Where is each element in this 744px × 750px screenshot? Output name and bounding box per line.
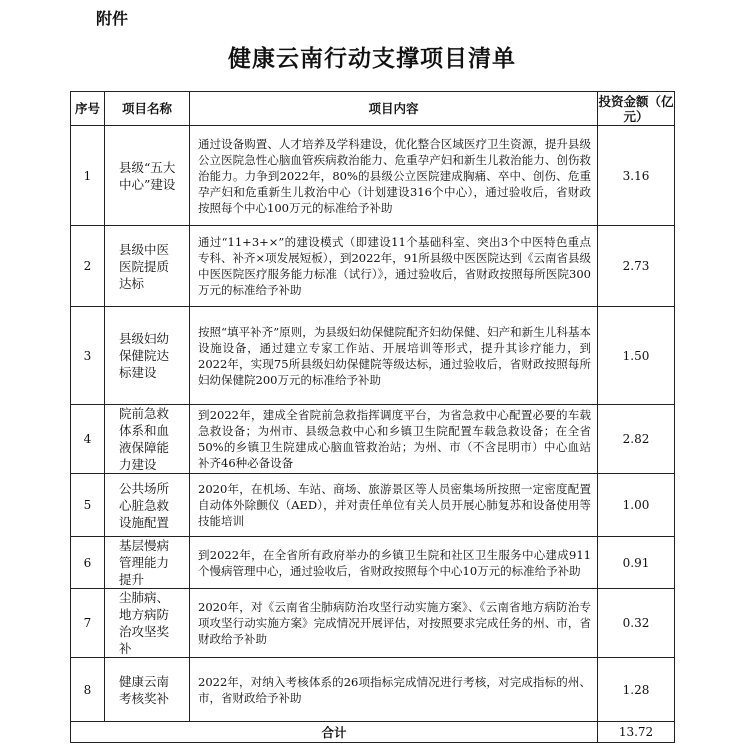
row-name: 基层慢病管理能力提升	[105, 537, 190, 589]
row-content: 2022年，对纳入考核体系的26项指标完成情况进行考核，对完成指标的州、市，省财政给予补助	[190, 658, 598, 722]
row-name: 公共场所心脏急救设施配置	[105, 474, 190, 537]
total-label: 合计	[71, 722, 598, 743]
document-title: 健康云南行动支撑项目清单	[228, 46, 516, 72]
table-row	[71, 226, 675, 307]
row-name: 健康云南考核奖补	[105, 658, 190, 722]
row-amount: 1.00	[598, 474, 675, 537]
row-name: 县级中医医院提质达标	[105, 226, 190, 307]
row-amount: 2.73	[598, 226, 675, 307]
row-amount: 1.28	[598, 658, 675, 722]
row-content: 通过“11+3+×”的建设模式（即建设11个基础科室、突出3个中医特色重点专科、补齐×项发展短板），到2022年，91所县级中医医院达到《云南省县级中医医院医疗服务能力标准（试行）》，通过验收后，省财政按照每所医院300万元的标准给予补助	[190, 226, 598, 307]
row-amount: 0.32	[598, 589, 675, 658]
table-row	[71, 405, 675, 474]
row-content: 到2022年，在全省所有政府举办的乡镇卫生院和社区卫生服务中心建成911个慢病管理中心，通过验收后，省财政按照每个中心10万元的标准给予补助	[190, 537, 598, 589]
header-amount: 投资金额（亿元）	[598, 93, 674, 124]
header-content: 项目内容	[190, 92, 598, 126]
row-content: 按照“填平补齐”原则，为县级妇幼保健院配齐妇幼保健、妇产和新生儿科基本设施设备，通过建立专家工作站、开展培训等形式，提升其诊疗能力，到2022年，实现75所县级妇幼保健院等级达标，通过验收后，省财政按照每所妇幼保健院200万元的标准给予补助	[190, 307, 598, 405]
row-no: 2	[71, 226, 105, 307]
table-row	[71, 658, 675, 722]
table-row	[71, 126, 675, 226]
row-content: 2020年，在机场、车站、商场、旅游景区等人员密集场所按照一定密度配置自动体外除颤仪（AED），并对责任单位有关人员开展心肺复苏和设备使用等技能培训	[190, 474, 598, 537]
row-no: 5	[71, 474, 105, 537]
header-name: 项目名称	[105, 92, 190, 126]
row-no: 1	[71, 126, 105, 226]
row-no: 4	[71, 405, 105, 474]
attachment-label: 附件	[96, 9, 129, 28]
row-content: 到2022年，建成全省院前急救指挥调度平台，为省急救中心配置必要的车载急救设备；为州市、县级急救中心和乡镇卫生院配置车载急救设备；在全省50%的乡镇卫生院建成心脑血管救治站；为州、市（不含昆明市）中心血站补齐46种必备设备	[190, 405, 598, 474]
header-no: 序号	[71, 92, 105, 126]
table-row	[71, 537, 675, 589]
row-name: 院前急救体系和血液保障能力建设	[105, 405, 190, 474]
row-no: 3	[71, 307, 105, 405]
row-name: 尘肺病、地方病防治攻坚奖补	[105, 589, 190, 658]
row-content: 通过设备购置、人才培养及学科建设，优化整合区域医疗卫生资源，提升县级公立医院急性心脑血管疾病救治能力、危重孕产妇和新生儿救治能力、创伤救治能力。力争到2022年，80%的县级公立医院建成胸痛、卒中、创伤、危重孕产妇和危重新生儿救治中心（计划建设316个中心），通过验收后，省财政按照每个中心100万元的标准给予补助	[190, 126, 598, 226]
row-no: 8	[71, 658, 105, 722]
row-name: 县级妇幼保健院达标建设	[105, 307, 190, 405]
row-no: 6	[71, 537, 105, 589]
row-amount: 1.50	[598, 307, 675, 405]
total-row	[71, 722, 675, 743]
row-amount: 2.82	[598, 405, 675, 474]
table-row	[71, 589, 675, 658]
total-amount: 13.72	[598, 722, 675, 743]
row-name: 县级“五大中心”建设	[105, 126, 190, 226]
table-row	[71, 307, 675, 405]
project-table	[70, 91, 675, 743]
table-header-row	[71, 92, 675, 126]
row-content: 2020年，对《云南省尘肺病防治攻坚行动实施方案》、《云南省地方病防治专项攻坚行动实施方案》完成情况开展评估，对按照要求完成任务的州、市，省财政给予补助	[190, 589, 598, 658]
row-no: 7	[71, 589, 105, 658]
row-amount: 3.16	[598, 126, 675, 226]
row-amount: 0.91	[598, 537, 675, 589]
table-row	[71, 474, 675, 537]
